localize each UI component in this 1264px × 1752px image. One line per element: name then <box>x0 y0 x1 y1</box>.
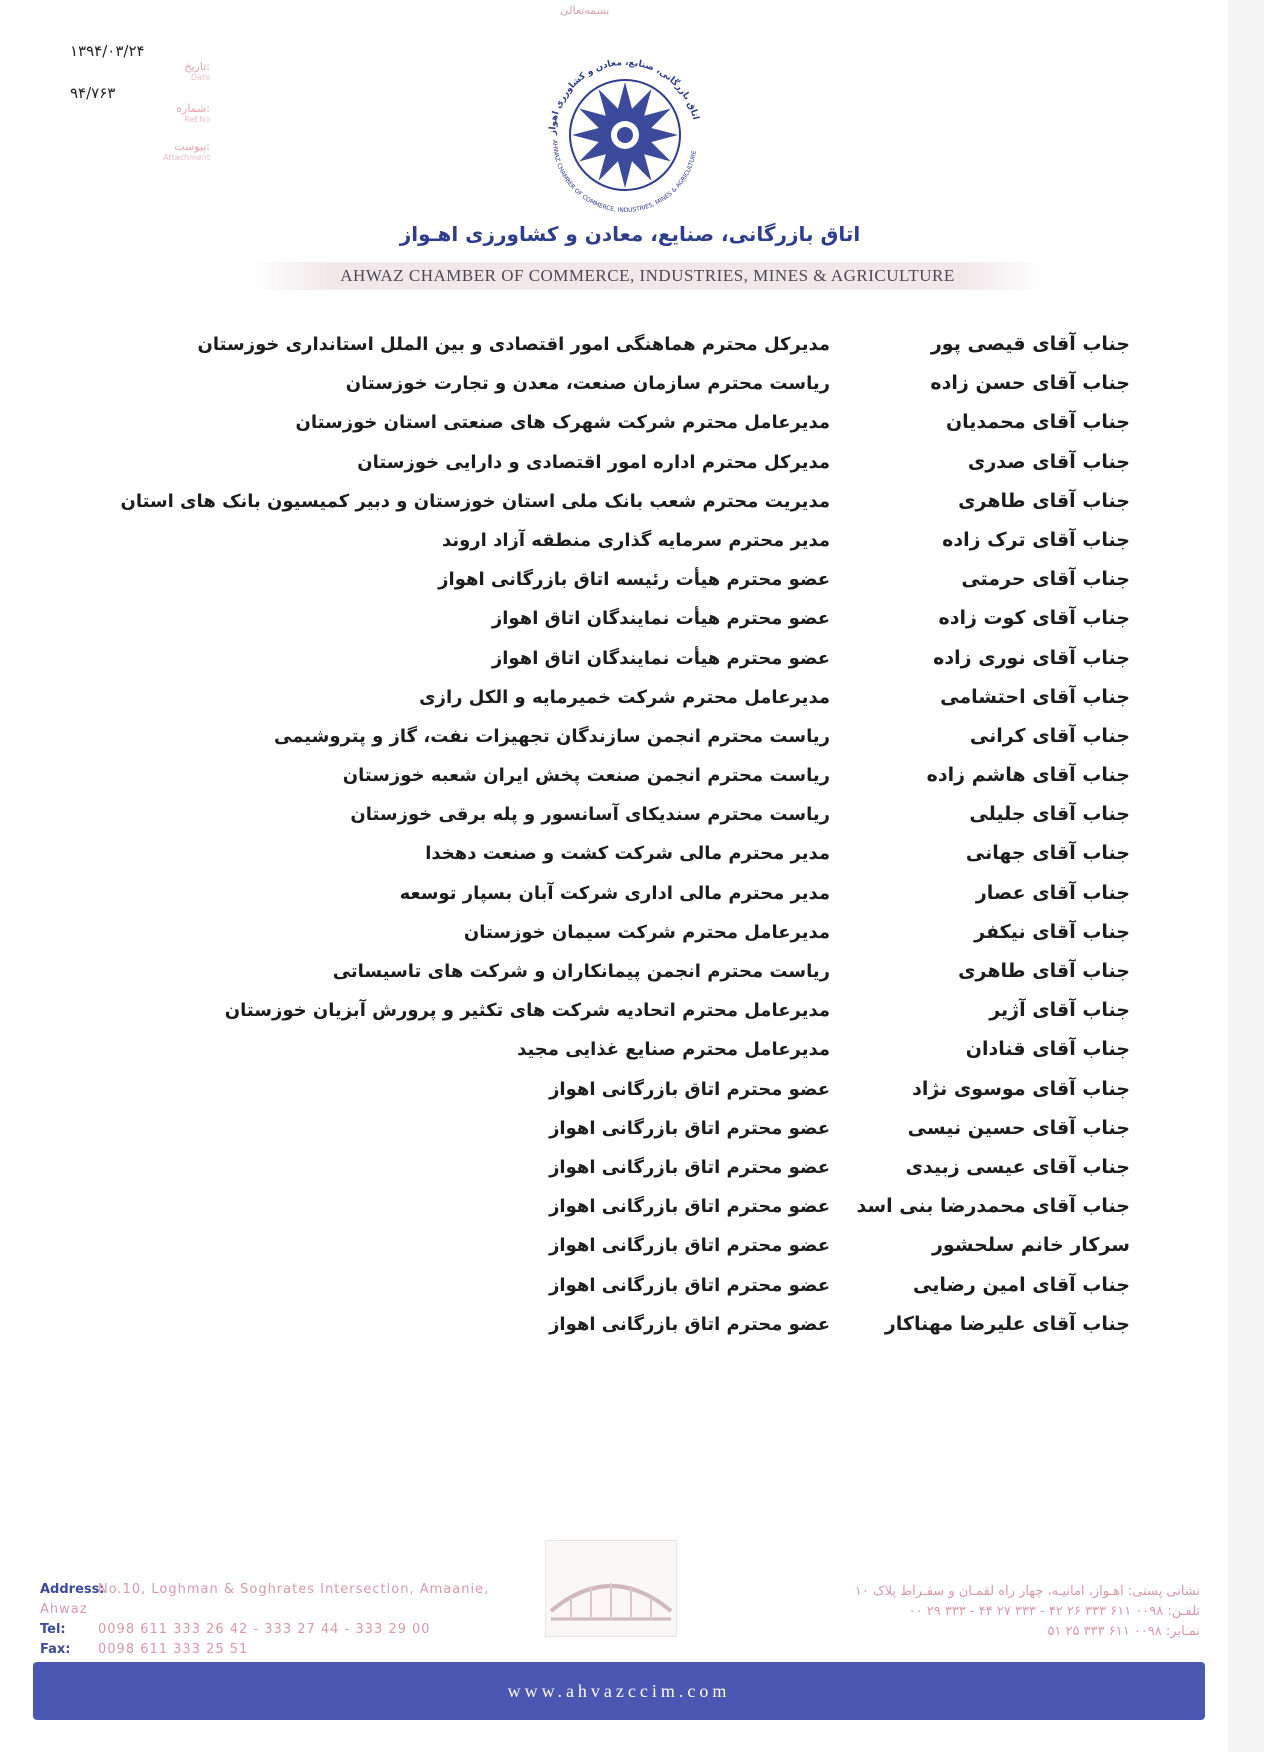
recipient-row <box>100 364 1130 403</box>
fax-value: 0098 611 333 25 51 <box>98 1642 249 1657</box>
recipient-name: جناب آقای عیسی زبیدی <box>905 1155 1130 1178</box>
recipient-row <box>100 1305 1130 1344</box>
recipient-name: جناب آقای علیرضا مهناکار <box>884 1312 1130 1335</box>
recipient-position: عضو محترم هیأت نمایندگان اتاق اهواز <box>491 647 830 669</box>
address-fa-label: نشانی پستی: <box>1127 1584 1200 1599</box>
recipient-row <box>100 403 1130 442</box>
date-value: ۱۳۹۴/۰۳/۲۴ <box>70 42 145 60</box>
recipient-name: جناب آقای نوری زاده <box>933 646 1130 669</box>
recipient-position: مدیرعامل محترم شرکت سیمان خوزستان <box>463 921 830 943</box>
fax-label: Fax: <box>40 1642 71 1657</box>
recipient-position: مدیر محترم مالی شرکت کشت و صنعت دهخدا <box>425 843 830 865</box>
footer-contact-en <box>40 1580 540 1660</box>
recipient-position: عضو محترم اتاق بازرگانی اهواز <box>549 1156 830 1178</box>
bismillah: بسمه‌تعالی <box>560 4 610 17</box>
recipient-row <box>100 1187 1130 1226</box>
recipient-name: جناب آقای نیکفر <box>974 920 1130 943</box>
recipient-name: جناب آقای کوت زاده <box>938 607 1130 630</box>
recipient-position: مدیر محترم مالی اداری شرکت آبان بسپار توسعه <box>399 882 830 904</box>
tel-fa-label: تلفـن: <box>1167 1604 1200 1619</box>
recipient-row <box>100 1266 1130 1305</box>
recipient-position: عضو محترم اتاق بازرگانی اهواز <box>549 1196 830 1218</box>
recipient-name: جناب آقای قنادان <box>965 1038 1130 1061</box>
recipient-position: مدیر محترم سرمایه گذاری منطقه آزاد اروند <box>441 529 830 551</box>
recipient-position: مدیرعامل محترم شرکت خمیرمایه و الکل رازی <box>419 686 830 708</box>
recipient-row <box>100 599 1130 638</box>
recipient-name: جناب آقای حرمتی <box>961 568 1130 591</box>
tel-label: Tel: <box>40 1622 66 1637</box>
recipient-row <box>100 756 1130 795</box>
recipient-row <box>100 1109 1130 1148</box>
recipient-name: جناب آقای حسین نیسی <box>907 1116 1130 1139</box>
recipient-name: جناب آقای آژیر <box>989 999 1130 1022</box>
recipient-position: عضو محترم هیأت نمایندگان اتاق اهواز <box>491 608 830 630</box>
recipient-name: جناب آقای ترک زاده <box>942 528 1130 551</box>
website-link[interactable]: www.ahvazccim.com <box>33 1662 1205 1720</box>
logo-ring-text: اتاق بازرگانی، صنایع، معادن و کشاورزی اهواز <box>547 57 701 136</box>
recipient-row <box>100 717 1130 756</box>
recipient-row <box>100 913 1130 952</box>
recipient-list <box>100 325 1130 1344</box>
date-label-en: Date <box>190 73 210 82</box>
recipient-name: جناب آقای جهانی <box>965 842 1130 865</box>
recipient-position: ریاست محترم سندیکای آسانسور و پله برقی خوزستان <box>350 804 830 826</box>
recipient-position: مدیرعامل محترم شرکت شهرک های صنعتی استان خوزستان <box>295 412 830 434</box>
recipient-position: عضو محترم هیأت رئیسه اتاق بازرگانی اهواز <box>438 569 830 591</box>
recipient-row <box>100 834 1130 873</box>
recipient-row <box>100 991 1130 1030</box>
recipient-name: جناب آقای عصار <box>975 881 1130 904</box>
footer-contact-fa <box>700 1582 1200 1642</box>
address-label: Address: <box>40 1582 105 1597</box>
recipient-position: عضو محترم اتاق بازرگانی اهواز <box>549 1313 830 1335</box>
attachment-label-en: Attachment <box>163 153 210 162</box>
fax-fa-value: ۰۰۹۸ ۶۱۱ ۳۳۳ ۲۵ ۵۱ <box>1047 1624 1162 1639</box>
recipient-position: مدیرکل محترم هماهنگی امور اقتصادی و بین الملل استانداری خوزستان <box>197 334 830 355</box>
recipient-name: جناب آقای محمدیان <box>945 411 1130 434</box>
recipient-position: مدیرکل محترم اداره امور اقتصادی و دارایی خوزستان <box>357 451 830 473</box>
recipient-row <box>100 795 1130 834</box>
address-fa-value: اهـواز، امانیـه، چهار راه لقمـان و سقـراط پلاک ۱۰ <box>854 1584 1124 1599</box>
recipient-name: جناب آقای صدری <box>967 450 1130 473</box>
recipient-row <box>100 443 1130 482</box>
letter-meta <box>70 42 220 162</box>
number-label-en: Ref.No <box>184 115 210 124</box>
chamber-title-fa: اتاق بازرگانی، صنایع، معادن و کشاورزی اهـواز <box>399 222 861 246</box>
scan-edge <box>1228 0 1264 1752</box>
recipient-position: عضو محترم اتاق بازرگانی اهواز <box>549 1117 830 1139</box>
recipient-name: جناب آقای کرانی <box>969 724 1130 747</box>
recipient-row <box>100 874 1130 913</box>
recipient-position: مدیرعامل محترم صنایع غذایی مجید <box>517 1039 830 1061</box>
recipient-row <box>100 1226 1130 1265</box>
recipient-position: مدیرعامل محترم اتحادیه شرکت های تکثیر و پرورش آبزیان خوزستان <box>224 1000 830 1022</box>
recipient-name: جناب آقای محمدرضا بنی اسد <box>856 1195 1130 1218</box>
chamber-logo <box>525 40 725 230</box>
number-label: شماره: <box>176 102 210 115</box>
bridge-image <box>545 1540 677 1637</box>
chamber-title-en: AHWAZ CHAMBER OF COMMERCE, INDUSTRIES, MINES & AGRICULTURE <box>250 262 1045 290</box>
number-value: ۹۴/۷۶۳ <box>70 84 116 102</box>
fax-fa-label: نمـابر: <box>1165 1624 1200 1639</box>
recipient-name: جناب آقای طاهری <box>958 489 1130 512</box>
recipient-row <box>100 560 1130 599</box>
recipient-row <box>100 639 1130 678</box>
date-label: تاریخ: <box>184 60 210 73</box>
recipient-position: ریاست محترم انجمن صنعت پخش ایران شعبه خوزستان <box>342 765 830 787</box>
recipient-position: عضو محترم اتاق بازرگانی اهواز <box>549 1078 830 1100</box>
recipient-row <box>100 1148 1130 1187</box>
recipient-name: جناب آقای طاهری <box>958 960 1130 982</box>
tel-value: 0098 611 333 26 42 - 333 27 44 - 333 29 00 <box>98 1622 431 1637</box>
tel-fa-value: ۰۰۹۸ ۶۱۱ ۳۳۳ ۲۶ ۴۲ - ۳۳۳ ۲۷ ۴۴ - ۳۳۳ ۲۹ ۰۰ <box>908 1604 1164 1619</box>
recipient-name: جناب آقای حسن زاده <box>930 372 1130 395</box>
recipient-row <box>100 952 1130 991</box>
recipient-position: ریاست محترم سازمان صنعت، معدن و تجارت خوزستان <box>345 373 830 395</box>
recipient-position: مدیریت محترم شعب بانک ملی استان خوزستان و دبیر کمیسیون بانک های استان <box>120 490 830 512</box>
recipient-name: جناب آقای هاشم زاده <box>926 764 1130 787</box>
recipient-row <box>100 325 1130 364</box>
recipient-name: جناب آقای امین رضایی <box>913 1273 1130 1296</box>
recipient-name: جناب آقای جلیلی <box>969 803 1130 826</box>
recipient-name: جناب آقای قیصی پور <box>930 333 1130 355</box>
recipient-position: ریاست محترم انجمن سازندگان تجهیزات نفت، گاز و پتروشیمی <box>274 725 830 747</box>
recipient-name: جناب آقای احتشامی <box>940 685 1130 708</box>
logo-ring-text-en: AHWAZ CHAMBER OF COMMERCE, INDUSTRIES, MINES & AGRICULTURE <box>550 139 699 215</box>
recipient-name: جناب آقای موسوی نژاد <box>912 1077 1130 1100</box>
recipient-row <box>100 678 1130 717</box>
recipient-name: سرکار خانم سلحشور <box>931 1234 1130 1257</box>
recipient-position: عضو محترم اتاق بازرگانی اهواز <box>549 1235 830 1257</box>
address-value: No.10, Loghman & Soghrates Intersection, Amaanie, Ahwaz <box>40 1582 490 1617</box>
recipient-position: عضو محترم اتاق بازرگانی اهواز <box>549 1274 830 1296</box>
attachment-label: پیوست: <box>174 140 210 153</box>
recipient-position: ریاست محترم انجمن پیمانکاران و شرکت های تاسیساتی <box>332 961 830 982</box>
recipient-row <box>100 482 1130 521</box>
recipient-row <box>100 1030 1130 1069</box>
recipient-row <box>100 1070 1130 1109</box>
recipient-row <box>100 521 1130 560</box>
